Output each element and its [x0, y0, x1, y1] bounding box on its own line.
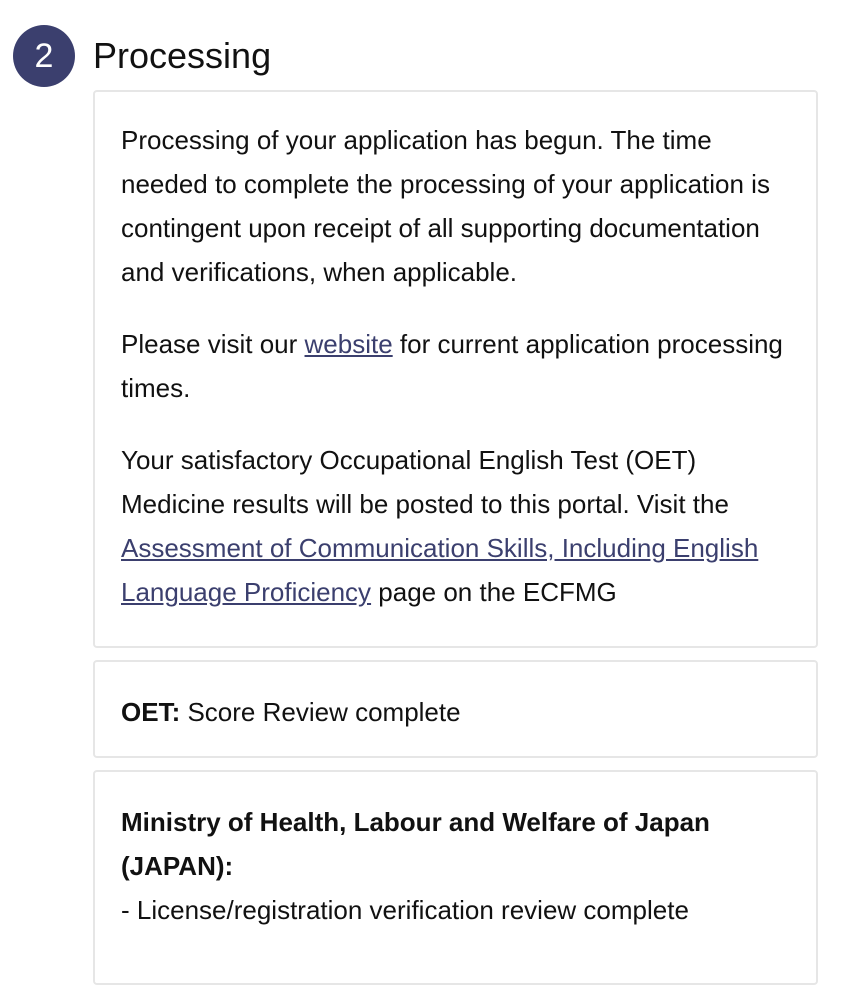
step-number-badge: 2	[13, 25, 75, 87]
processing-info-card[interactable]	[93, 90, 818, 648]
japan-verification-card	[93, 770, 818, 985]
website-link[interactable]: website	[304, 329, 393, 359]
oet-info-text-before: Your satisfactory Occupational English Test (OET) Medicine results will be posted to this portal. Visit the	[121, 445, 729, 519]
step-title: Processing	[93, 35, 272, 76]
japan-status-line	[121, 888, 790, 932]
oet-status-line	[121, 690, 790, 734]
website-text-before: Please visit our	[121, 329, 305, 359]
processing-info-scroll-content	[95, 92, 816, 614]
communication-skills-link[interactable]: Assessment of Communication Skills, Including English Language Proficiency	[121, 533, 759, 607]
japan-authority-name: Ministry of Health, Labour and Welfare of Japan (JAPAN):	[121, 807, 710, 881]
oet-info-text-after: page on the ECFMG	[371, 577, 617, 607]
oet-label: OET:	[121, 697, 181, 727]
website-text-after: for current application processing times.	[121, 329, 783, 403]
processing-paragraph	[121, 118, 790, 294]
processing-text: Processing of your application has begun. The time needed to complete the processing of your application is contingent upon receipt of all supporting documentation and verifications, when applicable.	[121, 125, 770, 287]
website-paragraph	[121, 322, 790, 410]
step-header	[13, 26, 271, 86]
oet-status-text: Score Review complete	[180, 697, 461, 727]
japan-authority-line	[121, 800, 790, 888]
oet-status-card	[93, 660, 818, 758]
japan-status-text: - License/registration verification review complete	[121, 895, 689, 925]
oet-info-paragraph	[121, 438, 790, 614]
